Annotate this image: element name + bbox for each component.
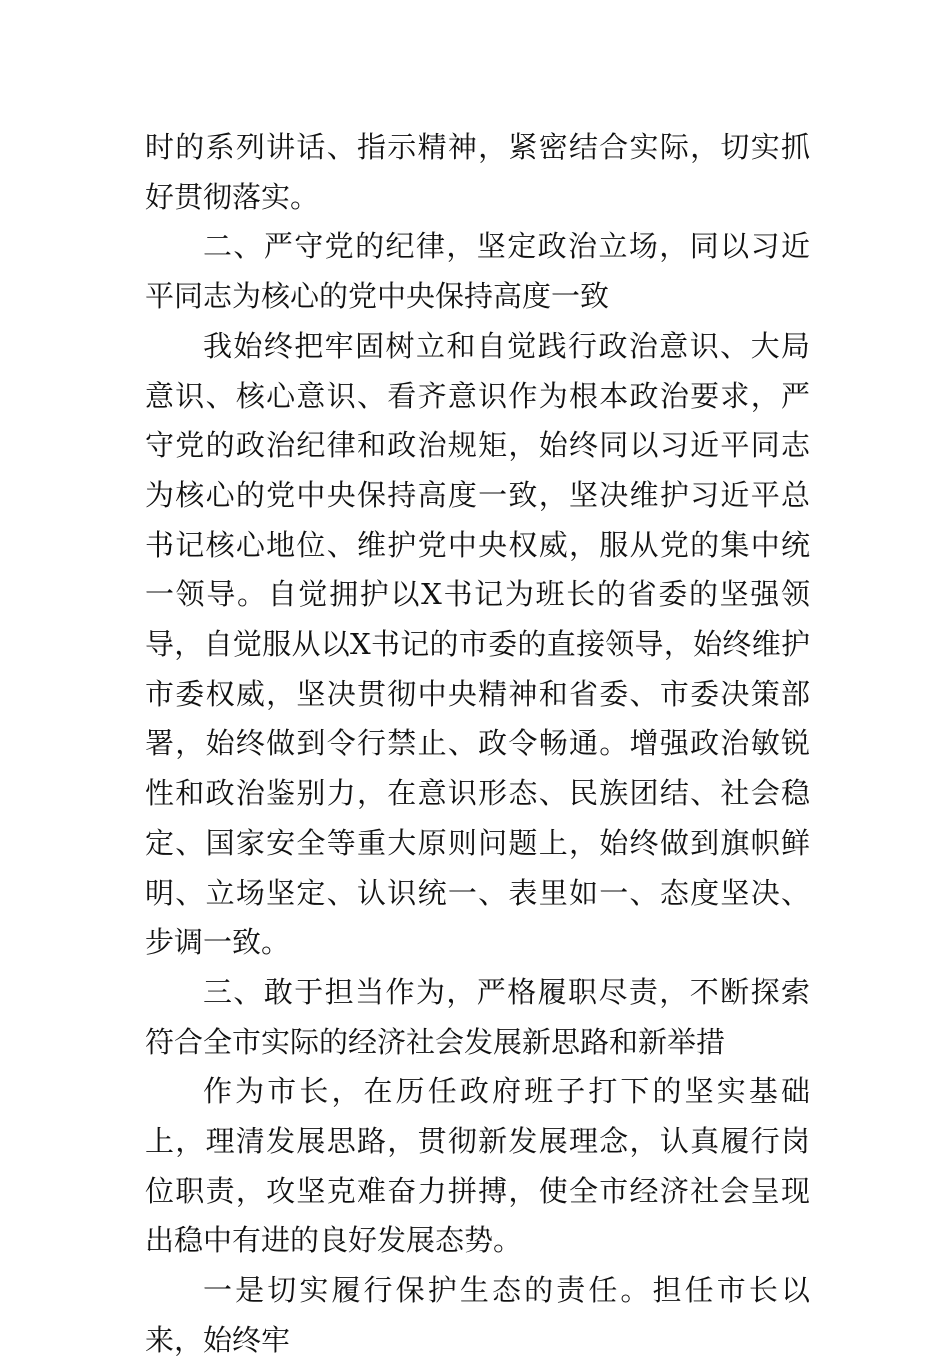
- paragraph-political-discipline: 我始终把牢固树立和自觉践行政治意识、大局意识、核心意识、看齐意识作为根本政治要求，严守党的政治纪律和政治规矩，始终同以习近平同志为核心的党中央保持高度一致，坚决维护习近平总书记核心地位、维护党中央权威，服从党的集中统一领导。自觉拥护以X书记为班长的省委的坚强领导，自觉服从以X书记的市委的直接领导，始终维护市委权威，坚决贯彻中央精神和省委、市委决策部署，始终做到令行禁止、政令畅通。增强政治敏锐性和政治鉴别力，在意识形态、民族团结、社会稳定、国家安全等重大原则问题上，始终做到旗帜鲜明、立场坚定、认识统一、表里如一、态度坚决、步调一致。: [145, 328, 810, 960]
- section-heading-two: 二、严守党的纪律，坚定政治立场，同以习近平同志为核心的党中央保持高度一致: [145, 229, 810, 314]
- section-heading-three: 三、敢于担当作为，严格履职尽责，不断探索符合全市实际的经济社会发展新思路和新举措: [145, 974, 810, 1059]
- document-page: [145, 123, 810, 1366]
- paragraph-mayor-duties: 作为市长，在历任政府班子打下的坚实基础上，理清发展思路，贯彻新发展理念，认真履行岗位职责，攻坚克难奋力拼搏，使全市经济社会呈现出稳中有进的良好发展态势。: [145, 1074, 810, 1258]
- paragraph-continuation: 时的系列讲话、指示精神，紧密结合实际，切实抓好贯彻落实。: [145, 130, 810, 214]
- paragraph-ecology: 一是切实履行保护生态的责任。担任市长以来，始终牢: [145, 1273, 810, 1357]
